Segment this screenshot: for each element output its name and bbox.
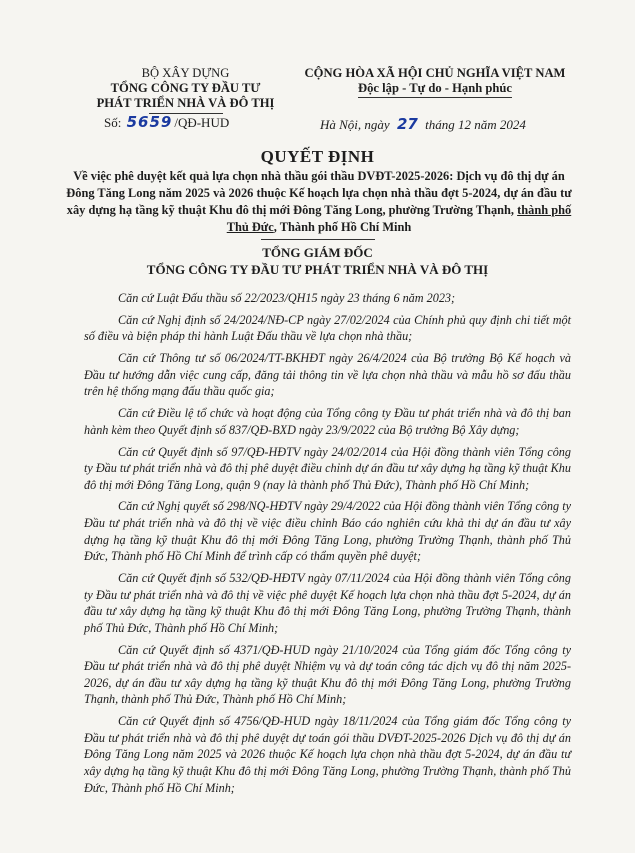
basis-paragraph: Căn cứ Quyết định số 4756/QĐ-HUD ngày 18/11/2024 của Tổng giám đốc Tổng công ty Đầu tư phát triển nhà và đô thị phê duyệt dự toán gói thầu DVĐT-2025-2026 Dịch vụ đô thị dự án Đông Tăng Long năm 2025 và 2026 thuộc Kế hoạch lựa chọn nhà thầu đợt 5-2024, dự án đầu tư xây dựng hạ tầng kỹ thuật Khu đô thị mới Đông Tăng Long, phường Trường Thạnh, thành phố Thủ Đức, Thành phố Hồ Chí Minh; [84, 714, 571, 795]
company-name-line2: PHÁT TRIỂN NHÀ VÀ ĐÔ THỊ [96, 96, 275, 110]
date-place: Hà Nội, ngày [320, 117, 390, 132]
country-name: CỘNG HÒA XÃ HỘI CHỦ NGHĨA VIỆT NAM [304, 66, 566, 80]
document-title: QUYẾT ĐỊNH [260, 147, 375, 166]
issue-date [320, 115, 526, 133]
subject-text-1: Về việc phê duyệt kết quả lựa chọn nhà thầu gói thầu DVĐT-2025-2026: Dịch vụ đô thị dự án Đông Tăng Long năm 2025 và 2026 thuộc Kế hoạch lựa chọn nhà thầu đợt 5-2024, dự án đầu tư xây dựng hạ tầng kỹ thuật Khu đô thị mới Đông Tăng Long, phường Trường Thạnh, [66, 169, 572, 217]
doc-number-suffix: /QĐ-HUD [174, 115, 230, 130]
date-month-year: tháng 12 năm 2024 [425, 117, 526, 132]
director-organization: TỔNG CÔNG TY ĐẦU TƯ PHÁT TRIỂN NHÀ VÀ ĐÔ THỊ [146, 262, 489, 277]
document-number [104, 113, 229, 131]
document-subject [64, 168, 574, 236]
legal-bases [84, 290, 571, 801]
basis-paragraph: Căn cứ Nghị quyết số 298/NQ-HĐTV ngày 29/4/2022 của Hội đồng thành viên Tổng công ty Đầu tư phát triển nhà và đô thị về việc điều chỉnh Báo cáo nghiên cứu khả thi dự án đầu tư xây dựng hạ tầng kỹ thuật Khu đô thị mới Đông Tăng Long, phường Trường Thạnh, thành phố Thủ Đức, Thành phố Hồ Chí Minh để trình cấp có thẩm quyền phê duyệt; [84, 499, 571, 564]
basis-paragraph: Căn cứ Thông tư số 06/2024/TT-BKHĐT ngày 26/4/2024 của Bộ trưởng Bộ Kế hoạch và Đầu tư hướng dẫn việc cung cấp, đăng tải thông tin về lựa chọn nhà thầu và mẫu hồ sơ đấu thầu trên hệ thống mạng đấu thầu quốc gia; [84, 351, 571, 399]
basis-paragraph: Căn cứ Quyết định số 532/QĐ-HĐTV ngày 07/11/2024 của Hội đồng thành viên Tổng công ty Đầu tư phát triển nhà và đô thị về việc phê duyệt Kế hoạch lựa chọn nhà thầu đợt 5-2024, dự án đầu tư xây dựng hạ tầng kỹ thuật Khu đô thị mới Đông Tăng Long, phường Trường Thạnh, thành phố Thủ Đức, Thành phố Hồ Chí Minh; [84, 571, 571, 635]
director-title: TỔNG GIÁM ĐỐC [262, 245, 373, 260]
issuing-authority [0, 244, 635, 278]
doc-number-prefix: Số: [104, 115, 122, 130]
company-name-line1: TỔNG CÔNG TY ĐẦU TƯ [110, 81, 261, 95]
subject-text-2: , Thành phố Hồ Chí Minh [273, 220, 412, 234]
national-motto: Độc lập - Tự do - Hạnh phúc [358, 81, 512, 98]
ministry-name: BỘ XÂY DỰNG [141, 66, 230, 80]
subject-underlined: thành phố Thủ Đức [226, 203, 572, 234]
basis-paragraph: Căn cứ Nghị định số 24/2024/NĐ-CP ngày 27/02/2024 của Chính phủ quy định chi tiết một số điều và biện pháp thi hành Luật Đấu thầu về lựa chọn nhà thầu; [84, 312, 571, 344]
doc-number-handwritten: 5659 [126, 113, 173, 131]
basis-paragraph: Căn cứ Quyết định số 97/QĐ-HĐTV ngày 24/02/2014 của Hội đồng thành viên Tổng công ty Đầu tư phát triển nhà và đô thị phê duyệt điều chỉnh dự án đầu tư xây dựng hạ tầng kỹ thuật Khu đô thị mới Đông Tăng Long, quận 9 (nay là thành phố Thủ Đức), Thành phố Hồ Chí Minh; [84, 444, 571, 492]
subject-divider [261, 239, 375, 240]
basis-paragraph: Căn cứ Quyết định số 4371/QĐ-HUD ngày 21/10/2024 của Tổng giám đốc Tổng công ty Đầu tư phát triển nhà và đô thị phê duyệt Nhiệm vụ và dự toán công tác dịch vụ đô thị năm 2025-2026, dự án đầu tư xây dựng hạ tầng kỹ thuật Khu đô thị mới Đông Tăng Long, phường Trường Thạnh, thành phố Thủ Đức, Thành phố Hồ Chí Minh; [84, 642, 571, 707]
basis-paragraph: Căn cứ Luật Đấu thầu số 22/2023/QH15 ngày 23 tháng 6 năm 2023; [118, 291, 456, 305]
national-header [290, 66, 580, 98]
date-day-handwritten: 27 [396, 115, 418, 133]
basis-paragraph: Căn cứ Điều lệ tổ chức và hoạt động của Tổng công ty Đầu tư phát triển nhà và đô thị ban hành kèm theo Quyết định số 837/QĐ-BXD ngày 23/9/2022 của Bộ trưởng Bộ Xây dựng; [84, 406, 571, 437]
issuer-block [78, 66, 293, 114]
